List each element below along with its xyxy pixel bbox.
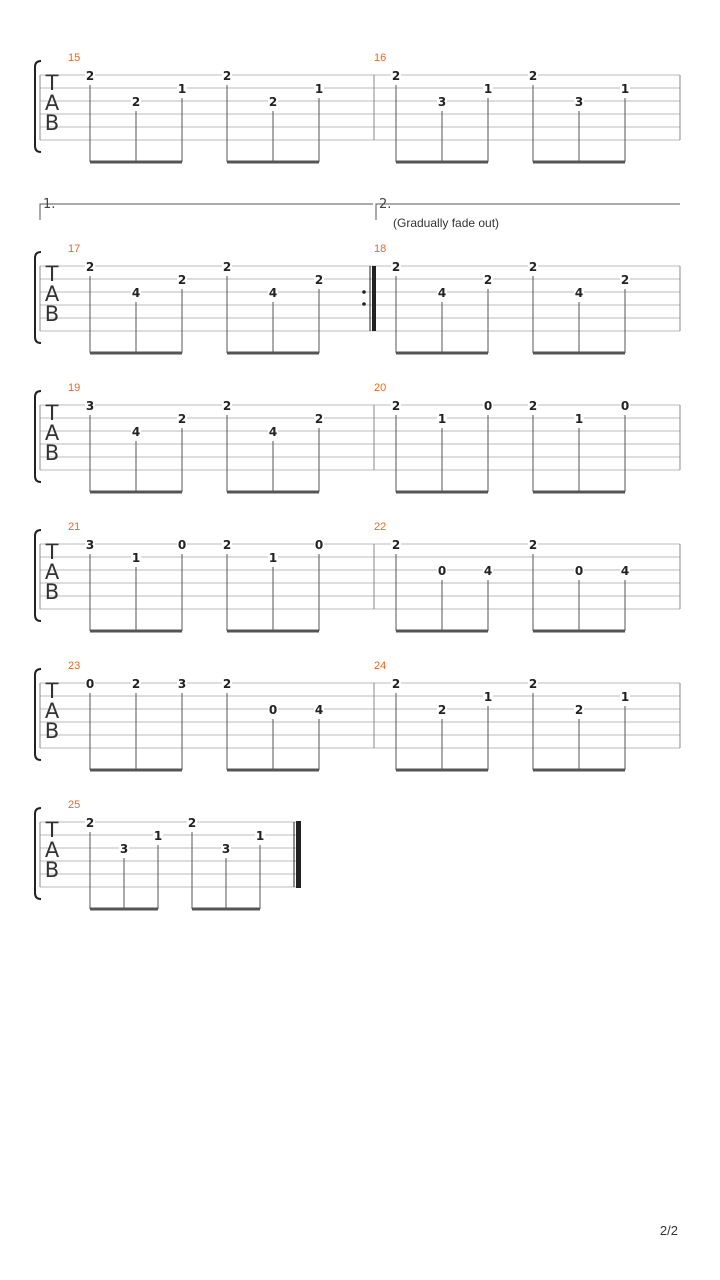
measure-number: 24 [374, 660, 387, 672]
fret-number: 1 [483, 82, 493, 96]
volta-brackets [40, 197, 680, 230]
fret-number: 1 [255, 829, 265, 843]
tab-clef-letter: A [44, 838, 60, 862]
volta-second-label: 2. [379, 197, 392, 212]
fret-number: 4 [131, 425, 141, 439]
tab-clef-letter: A [44, 421, 60, 445]
fret-number: 2 [131, 95, 141, 109]
fret-number: 0 [483, 399, 493, 413]
fret-number: 0 [437, 564, 447, 578]
measure-number: 21 [68, 521, 81, 533]
page-number: 2/2 [659, 1223, 678, 1238]
volta-first-bracket [40, 204, 373, 220]
fret-number: 2 [222, 677, 232, 691]
fret-number: 2 [85, 260, 95, 274]
fret-number: 2 [131, 677, 141, 691]
tab-system [35, 382, 680, 492]
fret-number: 2 [483, 273, 493, 287]
fret-number: 2 [391, 538, 401, 552]
fret-number: 2 [222, 538, 232, 552]
fade-out-annotation: (Gradually fade out) [393, 216, 500, 230]
fret-number: 2 [528, 260, 538, 274]
fret-number: 2 [222, 399, 232, 413]
fret-number: 1 [620, 690, 630, 704]
fret-number: 2 [314, 412, 324, 426]
repeat-dot [362, 302, 366, 306]
fret-number: 1 [131, 551, 141, 565]
fret-number: 2 [528, 69, 538, 83]
fret-number: 0 [85, 677, 95, 691]
fret-number: 4 [620, 564, 630, 578]
fret-number: 1 [620, 82, 630, 96]
tab-clef-letter: A [44, 560, 60, 584]
fret-number: 4 [574, 286, 584, 300]
fret-number: 2 [222, 69, 232, 83]
fret-number: 2 [391, 399, 401, 413]
tab-clef-letter: T [45, 71, 59, 95]
tab-clef-letter: T [45, 679, 59, 703]
tab-clef-letter: B [44, 111, 60, 135]
measure-number: 17 [68, 243, 81, 255]
tab-systems [35, 52, 680, 909]
tab-clef-letter: B [44, 719, 60, 743]
fret-number: 4 [483, 564, 493, 578]
fret-number: 3 [221, 842, 231, 856]
fret-number: 4 [131, 286, 141, 300]
fret-number: 2 [222, 260, 232, 274]
final-barline [296, 821, 301, 888]
fret-number: 2 [85, 816, 95, 830]
fret-number: 0 [268, 703, 278, 717]
fret-number: 3 [437, 95, 447, 109]
fret-number: 1 [574, 412, 584, 426]
fret-number: 1 [268, 551, 278, 565]
tab-clef-letter: B [44, 580, 60, 604]
fret-number: 4 [437, 286, 447, 300]
tab-system [35, 799, 301, 909]
fret-number: 2 [528, 399, 538, 413]
fret-number: 2 [574, 703, 584, 717]
fret-number: 2 [391, 69, 401, 83]
fret-number: 4 [268, 425, 278, 439]
tab-system [35, 521, 680, 631]
fret-number: 0 [620, 399, 630, 413]
fret-number: 2 [268, 95, 278, 109]
fret-number: 2 [177, 273, 187, 287]
fret-number: 2 [620, 273, 630, 287]
fret-number: 3 [119, 842, 129, 856]
measure-number: 16 [374, 52, 387, 64]
tab-clef-letter: B [44, 302, 60, 326]
tab-system [35, 243, 680, 353]
fret-number: 3 [177, 677, 187, 691]
fret-number: 2 [391, 677, 401, 691]
fret-number: 2 [528, 538, 538, 552]
fret-number: 0 [574, 564, 584, 578]
measure-number: 20 [374, 382, 387, 394]
tab-system [35, 52, 680, 162]
measure-number: 18 [374, 243, 387, 255]
fret-number: 4 [314, 703, 324, 717]
fret-number: 2 [437, 703, 447, 717]
repeat-dot [362, 290, 366, 294]
fret-number: 2 [314, 273, 324, 287]
measure-number: 25 [68, 799, 81, 811]
fret-number: 1 [177, 82, 187, 96]
fret-number: 2 [177, 412, 187, 426]
fret-number: 3 [85, 399, 95, 413]
fret-number: 0 [177, 538, 187, 552]
fret-number: 2 [85, 69, 95, 83]
tab-system [35, 660, 680, 770]
fret-number: 1 [437, 412, 447, 426]
fret-number: 2 [528, 677, 538, 691]
measure-number: 23 [68, 660, 81, 672]
fret-number: 3 [85, 538, 95, 552]
tab-clef-letter: A [44, 91, 60, 115]
fret-number: 1 [153, 829, 163, 843]
measure-number: 15 [68, 52, 81, 64]
tab-clef-letter: T [45, 401, 59, 425]
fret-number: 3 [574, 95, 584, 109]
fret-number: 1 [483, 690, 493, 704]
fret-number: 4 [268, 286, 278, 300]
volta-first-label: 1. [43, 197, 56, 212]
fret-number: 1 [314, 82, 324, 96]
measure-number: 19 [68, 382, 81, 394]
tab-clef-letter: T [45, 540, 59, 564]
tab-clef-letter: B [44, 858, 60, 882]
tab-clef-letter: T [45, 262, 59, 286]
repeat-thick-barline [372, 266, 376, 331]
fret-number: 2 [187, 816, 197, 830]
tab-clef-letter: A [44, 699, 60, 723]
fret-number: 0 [314, 538, 324, 552]
tab-clef-letter: A [44, 282, 60, 306]
tab-clef-letter: T [45, 818, 59, 842]
measure-number: 22 [374, 521, 387, 533]
tab-clef-letter: B [44, 441, 60, 465]
fret-number: 2 [391, 260, 401, 274]
